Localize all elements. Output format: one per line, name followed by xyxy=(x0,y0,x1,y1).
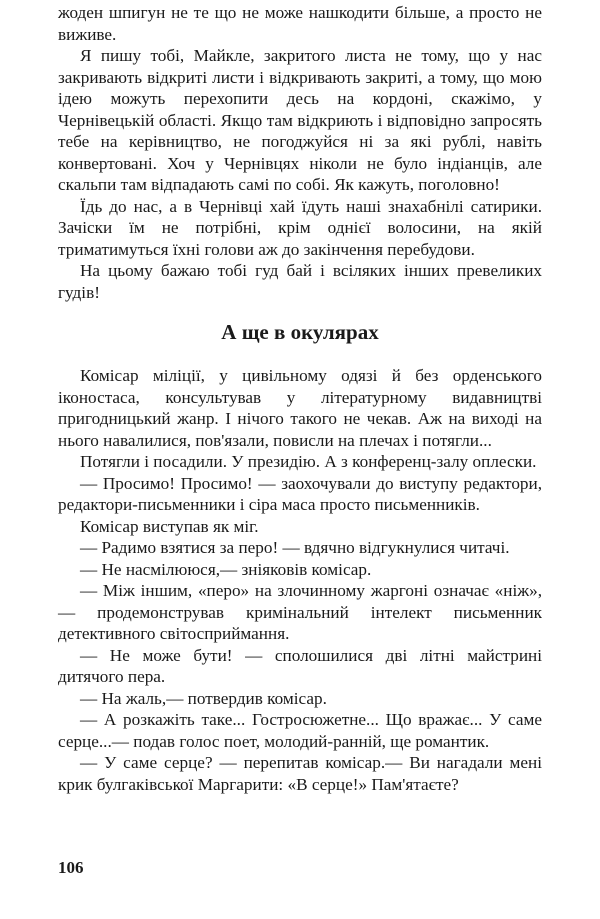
story-body xyxy=(58,365,542,795)
paragraph: — Просимо! Просимо! — заохочували до виступу редактори, редактори-письменники і сіра маса просто письменників. xyxy=(58,473,542,514)
paragraph: — А розкажіть таке... Гостросюжетне... Що вражає... У саме серце...— подав голос поет, молодий-ранній, ще романтик. xyxy=(58,710,542,751)
section-title: А ще в окулярах xyxy=(221,320,379,344)
paragraph: Комісар виступав як міг. xyxy=(80,516,259,536)
paragraph: — У саме серце? — перепитав комісар.— Ви нагадали мені крик булгаківської Маргарити: «В серце!» Пам'ятаєте? xyxy=(58,753,542,794)
paragraph: — Не може бути! — сполошилися дві літні майстрині дитячого пера. xyxy=(58,645,542,686)
paragraph: жоден шпигун не те що не може нашкодити більше, а просто не виживе. xyxy=(58,3,542,44)
paragraph: Потягли і посадили. У президію. А з конференц-залу оплески. xyxy=(80,452,537,471)
paragraph: — Не насмілююся,— зніяковів комісар. xyxy=(80,559,372,579)
paragraph: — Між іншим, «перо» на злочинному жаргоні означає «ніж»,— продемонстрував кримінальний інтелект письменник детективного світосприймання. xyxy=(58,581,542,643)
paragraph: Комісар міліції, у цивільному одязі й без орденського іконостаса, консультував у літературному видавництві пригодницький жанр. І нічого такого не чекав. Аж на виході на нього навалилися, пов'язали, повисли на плечах і потягли... xyxy=(58,366,542,450)
paragraph: — На жаль,— потвердив комісар. xyxy=(80,688,327,708)
paragraph: — Радимо взятися за перо! — вдячно відгукнулися читачі. xyxy=(80,538,510,557)
paragraph: На цьому бажаю тобі гуд бай і всіляких інших превеликих гудів! xyxy=(58,261,542,302)
paragraph: Їдь до нас, а в Чернівці хай їдуть наші знахабнілі сатирики. Зачіски їм не потрібні, крім однієї волосини, на якій триматимуться їхні голови аж до закінчення перебудови. xyxy=(58,196,542,259)
paragraph: Я пишу тобі, Майкле, закритого листа не тому, що у нас закривають відкриті листи і відкривають закриті, а тому, що мою ідею можуть перехопити десь на кордоні, скажімо, у Чернівецькій області. Якщо там відкриють і відповідно запросять тебе на керівництво, не погоджуйся ні за які рублі, навіть конвертовані. Хоч у Чернівцях ніколи не було індіанців, але скальпи там відпадають самі по собі. Як кажуть, поголовно! xyxy=(58,46,542,194)
letter-ending xyxy=(58,2,542,303)
page-number: 106 xyxy=(58,858,84,877)
